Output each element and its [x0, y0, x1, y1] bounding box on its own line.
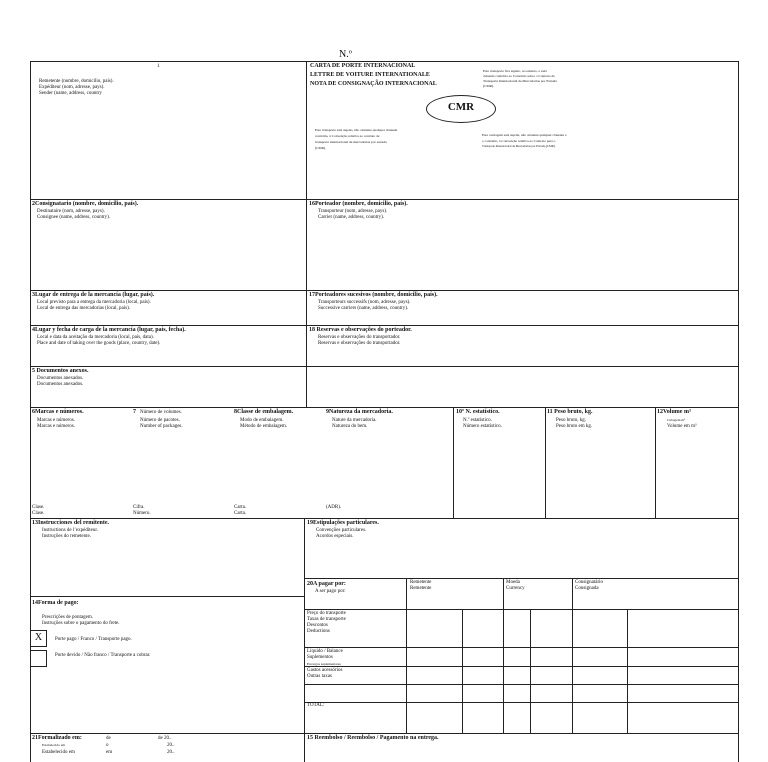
gross-weight-line: Peso bruto, kg. [556, 418, 586, 423]
gross-weight-line: Peso bruto em kg. [556, 424, 593, 429]
packages-line: Number of packages. [140, 424, 183, 429]
consignee-label-en: Consignee (name, address, country). [37, 215, 111, 220]
packages-head: Número de volumes. [140, 410, 182, 415]
currency-col-label: Currency [506, 586, 525, 591]
established-small-label: Estabelecido em [42, 743, 66, 747]
divider [30, 366, 739, 367]
goods-nature-title: 9Natureza da mercadoria. [326, 409, 393, 415]
established-in-title: 21Formalizado em: [32, 735, 82, 741]
header-small-left: Este transporte está sujeito, não obstante qualquer cláusula [315, 128, 398, 132]
header-note-line: cláusula contrária ao Convénio sobre o Contrato de [483, 74, 555, 78]
divider [30, 596, 304, 597]
statistical-number-line: Número estatístico. [463, 424, 502, 429]
consignee-col-label: Consignatário [575, 580, 604, 585]
packages-line: Número de pacotes. [140, 418, 180, 423]
consignee-col-label: Consignada [575, 586, 599, 591]
sender-instructions-title: 13Instrucciones del remitente. [32, 520, 110, 526]
header-title-fr: LETTRE DE VOITURE INTERNATIONALE [310, 72, 430, 78]
volume-line: Volume em m³ [667, 424, 697, 429]
divider [406, 578, 407, 733]
divider [304, 609, 739, 610]
divider [304, 578, 739, 579]
prepaid-check-mark: X [34, 632, 43, 643]
date-year-label: 20.. [167, 750, 175, 755]
consignee-label-fr: Destinataire (nom, adresse, pays). [37, 209, 105, 214]
currency-col-label: Moeda [506, 580, 520, 585]
divider [503, 578, 504, 733]
packages-number: 7 [133, 409, 136, 415]
divider [627, 609, 628, 733]
header-title-es: CARTA DE PORTE INTERNACIONAL [310, 63, 416, 69]
payable-by-sub: A ser pago por: [315, 589, 346, 594]
carrier-title: 16Porteador (nombre, domicilio, país). [309, 201, 408, 207]
volume-title: 12Volume m³ [657, 409, 691, 415]
divider [30, 290, 739, 291]
divider [304, 702, 739, 703]
other-taxes-row-label: Outras taxas [307, 674, 332, 679]
charge-row-label: Preço do transporte [307, 611, 346, 616]
delivery-place-line: Local previsto para a entrega da mercadoria (local, país). [37, 300, 151, 305]
goods-nature-line: Nature da mercadoria. [332, 418, 377, 423]
successive-carriers-title: 17Porteadores sucesivos (nombre, domicilio, país). [309, 292, 438, 298]
delivery-place-line: Local de entrega das mercadorias (local, país). [37, 306, 131, 311]
header-note-line: (CMR). [483, 84, 494, 88]
divider [572, 578, 573, 733]
center-divider-top [306, 61, 307, 407]
divider [30, 325, 739, 326]
header-small-left: contrária, à Convenção relativa ao contrato de [315, 134, 380, 138]
date-de-label: de [106, 736, 111, 741]
divider [30, 407, 739, 408]
header-small-right: o contrário, à Convenção relativa ao Contrato para o [482, 139, 556, 143]
charge-row-label: Descontos [307, 623, 328, 628]
sender-label-en: Sender (name, address, country [39, 91, 102, 96]
special-agreements-title: 19Estipulações particulares. [307, 520, 379, 526]
divider [545, 407, 546, 518]
divider [30, 518, 739, 519]
divider [453, 407, 454, 518]
supplements-row-label: Suplementos [307, 655, 333, 660]
payable-by-title: 20A pagar por: [307, 581, 346, 587]
delivery-place-title: 3Lugar de entrega de la mercancía (lugar, país). [32, 292, 155, 298]
packing-line: Modo de embalagem. [240, 418, 284, 423]
collect-checkbox[interactable] [30, 650, 47, 667]
sender-col-label: Remetente [410, 586, 432, 591]
sender-col-label: Remetente [410, 580, 432, 585]
attached-documents-line: Documentos anexados. [37, 376, 84, 381]
marks-line: Marcas e números. [37, 418, 75, 423]
special-agreements-line: Convenções particulares. [316, 528, 367, 533]
header-note-line: Transporte Internacional de Mercadorias por Estrada [483, 79, 557, 83]
date-year-label: de 20.. [158, 736, 172, 741]
divider [304, 666, 739, 667]
successive-carriers-line: Successive carriers (name, address, country). [318, 306, 409, 311]
header-small-right: Transporte Internacional de Mercadorias por Estrada (CMR). [482, 144, 556, 148]
divider [304, 684, 739, 685]
attached-documents-title: 5 Documentos anexos. [32, 368, 89, 374]
carrier-reservations-line: Reservas e observações do transportador. [318, 335, 401, 340]
volume-line: Cubagem m³ [667, 418, 686, 422]
special-agreements-line: Acordos especiais. [316, 534, 354, 539]
cmr-logo-text: CMR [447, 101, 475, 113]
date-em-label: em [106, 750, 113, 755]
successive-carriers-line: Transporteurs successifs (nom, adresse, pays). [318, 300, 411, 305]
carrier-label-fr: Transporteur (nom, adresse, pays). [318, 209, 388, 214]
header-note-line: Este transporte fica sujeito, no entanto, a toda [483, 69, 547, 73]
marks-title: 6Marcas e números. [32, 409, 84, 415]
loading-place-line: Local e data da aceitação da mercadoria (local, país, data). [37, 335, 154, 340]
goods-nature-line: Natureza do bem. [332, 424, 368, 429]
header-small-right: Esta carriagem está sujeita, não obstante qualquer cláusula a [482, 133, 567, 137]
figure-label: Cifra. [133, 505, 145, 510]
established-label: Estabelecido em [42, 750, 75, 755]
letter-label: Carta. [234, 505, 247, 510]
sender-label-fr: Expéditeur (nom, adresse, pays). [39, 85, 105, 90]
divider [304, 647, 739, 648]
document-number-label: N.º [339, 49, 352, 60]
divider [304, 518, 305, 762]
payment-method-line: Instruções sobre o pagamento do frete. [42, 621, 120, 626]
supplements-small-label: Encargos suplementares [307, 662, 341, 666]
header-small-left: (CMR). [315, 146, 326, 150]
loading-place-title: 4Lugar y fecha de carga de la mercancía (lugar, país, fecha). [32, 327, 186, 333]
divider [530, 609, 531, 733]
payment-method-title: 14Forma de pago: [32, 600, 79, 606]
section-1-number: 1 [157, 64, 160, 69]
balance-row-label: Líquido / Balance [307, 649, 343, 654]
attached-documents-line: Documentos anexados. [37, 382, 84, 387]
carrier-label-en: Carrier (name, address, country). [318, 215, 385, 220]
consignee-title: 2Consignatario (nombre, domicilio, país). [32, 201, 139, 207]
class-label: Clase. [32, 511, 45, 516]
collect-label: Porte devido / Não franco / Transporte a cobrar. [55, 653, 151, 658]
divider [30, 733, 739, 734]
prepaid-checkbox[interactable] [30, 630, 47, 647]
marks-line: Marcas e números. [37, 424, 75, 429]
charge-row-label: Taxas de transporte [307, 617, 346, 622]
total-label: TOTAL: [307, 703, 325, 708]
carrier-reservations-title: 18 Reservas e observações do porteador. [309, 327, 412, 333]
sender-instructions-line: Instructions de l’expéditeur. [42, 528, 98, 533]
loading-place-line: Place and date of taking over the goods (place, country, date). [37, 341, 161, 346]
divider [462, 609, 463, 733]
cash-on-delivery-title: 15 Reembolso / Reembolso / Pagamento na entrega. [307, 735, 439, 741]
prepaid-label: Porte pago / Franco / Transporte pago. [55, 637, 132, 642]
gross-weight-title: 11 Peso bruto, kg. [547, 409, 593, 415]
sender-instructions-line: Instruções do remetente. [42, 534, 92, 539]
date-year-label: 20.. [167, 743, 175, 748]
charge-row-label: Deductions [307, 629, 330, 634]
date-o-label: o [106, 743, 109, 748]
letter-label: Carta. [234, 511, 247, 516]
statistical-number-line: N.º estatístico. [463, 418, 492, 423]
top-border [30, 61, 739, 62]
right-border [738, 61, 739, 762]
accessory-row-label: Gastos acessórios [307, 668, 343, 673]
header-small-left: transporte internacional de mercadorias por estrada [315, 140, 387, 144]
statistical-number-title: 10º N. estatístico. [456, 409, 500, 415]
divider [655, 407, 656, 518]
class-label: Clase. [32, 505, 45, 510]
header-title-pt: NOTA DE CONSIGNAÇÃO INTERNACIONAL [310, 81, 437, 87]
divider [30, 199, 739, 200]
sender-label-es: Remetente (nombre, domicilio, país). [39, 79, 114, 84]
adr-label: (ADR). [326, 505, 342, 510]
figure-label: Número. [133, 511, 151, 516]
packing-line: Método de embalagem. [240, 424, 288, 429]
carrier-reservations-line: Reservas e observações do transportador. [318, 341, 401, 346]
packing-title: 8Classe de embalagem. [234, 409, 294, 415]
payment-method-line: Prescrições de pontagem. [42, 615, 93, 620]
